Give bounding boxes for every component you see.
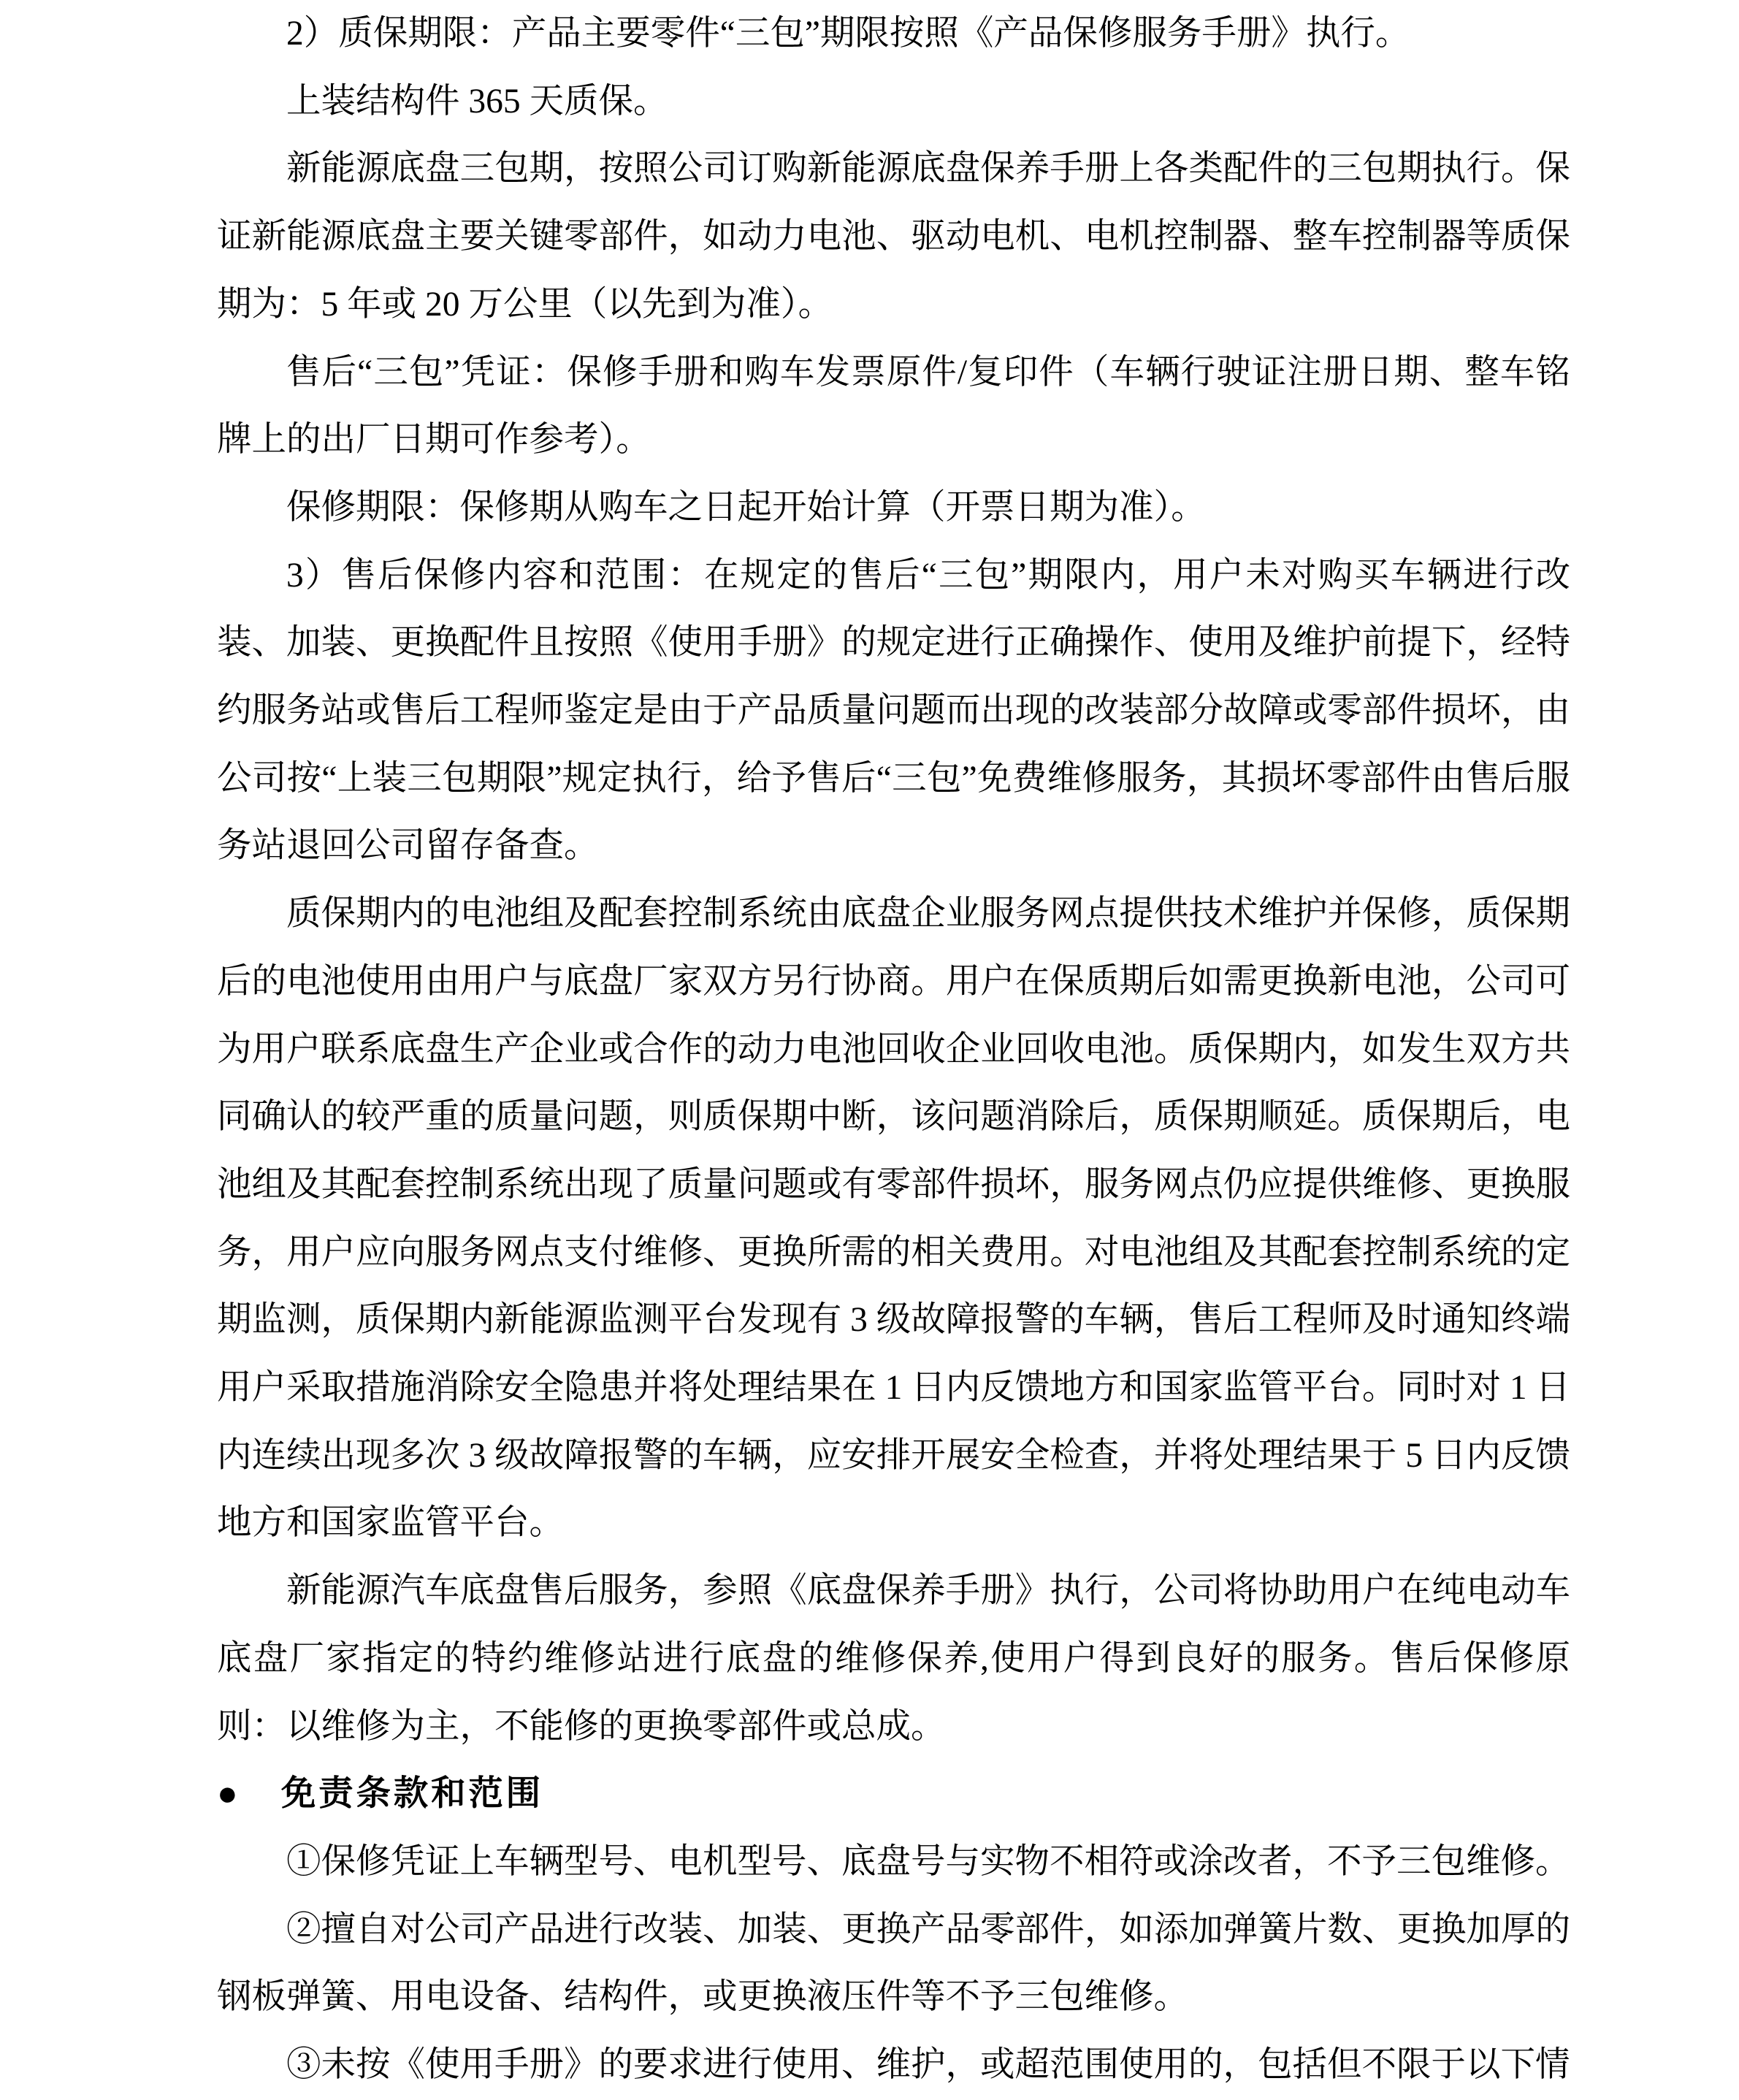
paragraph-exemption-item-1: ①保修凭证上车辆型号、电机型号、底盘号与实物不相符或涂改者，不予三包维修。 (286, 1842, 1570, 1881)
paragraph-battery-warranty: 质保期内的电池组及配套控制系统由底盘企业服务网点提供技术维护并保修，质保期后的电池使用由用户与底盘厂家双方另行协商。用户在保质期后如需更换新电池，公司可为用户联系底盘生产企业或合作的动力电池回收企业回收电池。质保期内，如发生双方共同确认的较严重的质量问题，则质保期中断，该问题消除后，质保期顺延。质保期后，电池组及其配套控制系统出现了质量问题或有零部件损坏，服务网点仍应提供维修、更换服务，用户应向服务网点支付维修、更换所需的相关费用。对电池组及其配套控制系统的定期监测，质保期内新能源监测平台发现有 3 级故障报警的车辆，售后工程师及时通知终端用户采取措施消除安全隐患并将处理结果在 1 日内反馈地方和国家监管平台。同时对 1 日内连续出现多次 3 级故障报警的车辆，应安排开展安全检查，并将处理结果于 5 日内反馈地方和国家监管平台。 (217, 895, 1570, 1543)
paragraph-exemption-item-2: ②擅自对公司产品进行改装、加装、更换产品零部件，如添加弹簧片数、更换加厚的钢板弹簧、用电设备、结构件，或更换液压件等不予三包维修。 (217, 1910, 1570, 2017)
paragraph-structure-warranty: 上装结构件 365 天质保。 (286, 82, 668, 121)
document-body (217, 0, 1570, 2099)
paragraph-warranty-start-date: 保修期限：保修期从购车之日起开始计算（开票日期为准）。 (286, 488, 1206, 527)
paragraph-exemption-item-3: ③未按《使用手册》的要求进行使用、维护，或超范围使用的，包括但不限于以下情 (286, 2046, 1570, 2085)
section-heading-exemption (217, 1760, 1570, 1828)
paragraph-ev-chassis-service: 新能源汽车底盘售后服务，参照《底盘保养手册》执行，公司将协助用户在纯电动车底盘厂家指定的特约维修站进行底盘的维修保养,使用户得到良好的服务。售后保修原则：以维修为主，不能修的更换零部件或总成。 (217, 1572, 1570, 1746)
paragraph-warranty-term-intro: 2）质保期限：产品主要零件“三包”期限按照《产品保修服务手册》执行。 (286, 15, 1410, 53)
paragraph-warranty-certificate: 售后“三包”凭证：保修手册和购车发票原件/复印件（车辆行驶证注册日期、整车铭牌上的出厂日期可作参考）。 (217, 353, 1570, 459)
section-heading-text: 免责条款和范围 (280, 1774, 543, 1814)
bullet-icon: ● (217, 1775, 238, 1814)
paragraph-after-sales-scope: 3）售后保修内容和范围：在规定的售后“三包”期限内，用户未对购买车辆进行改装、加装、更换配件且按照《使用手册》的规定进行正确操作、使用及维护前提下，经特约服务站或售后工程师鉴定是由于产品质量问题而出现的改装部分故障或零部件损坏，由公司按“上装三包期限”规定执行，给予售后“三包”免费维修服务，其损坏零部件由售后服务站退回公司留存备查。 (217, 556, 1570, 866)
paragraph-chassis-warranty: 新能源底盘三包期，按照公司订购新能源底盘保养手册上各类配件的三包期执行。保证新能源底盘主要关键零部件，如动力电池、驱动电机、电机控制器、整车控制器等质保期为：5 年或 20 万公里（以先到为准）。 (217, 150, 1570, 324)
